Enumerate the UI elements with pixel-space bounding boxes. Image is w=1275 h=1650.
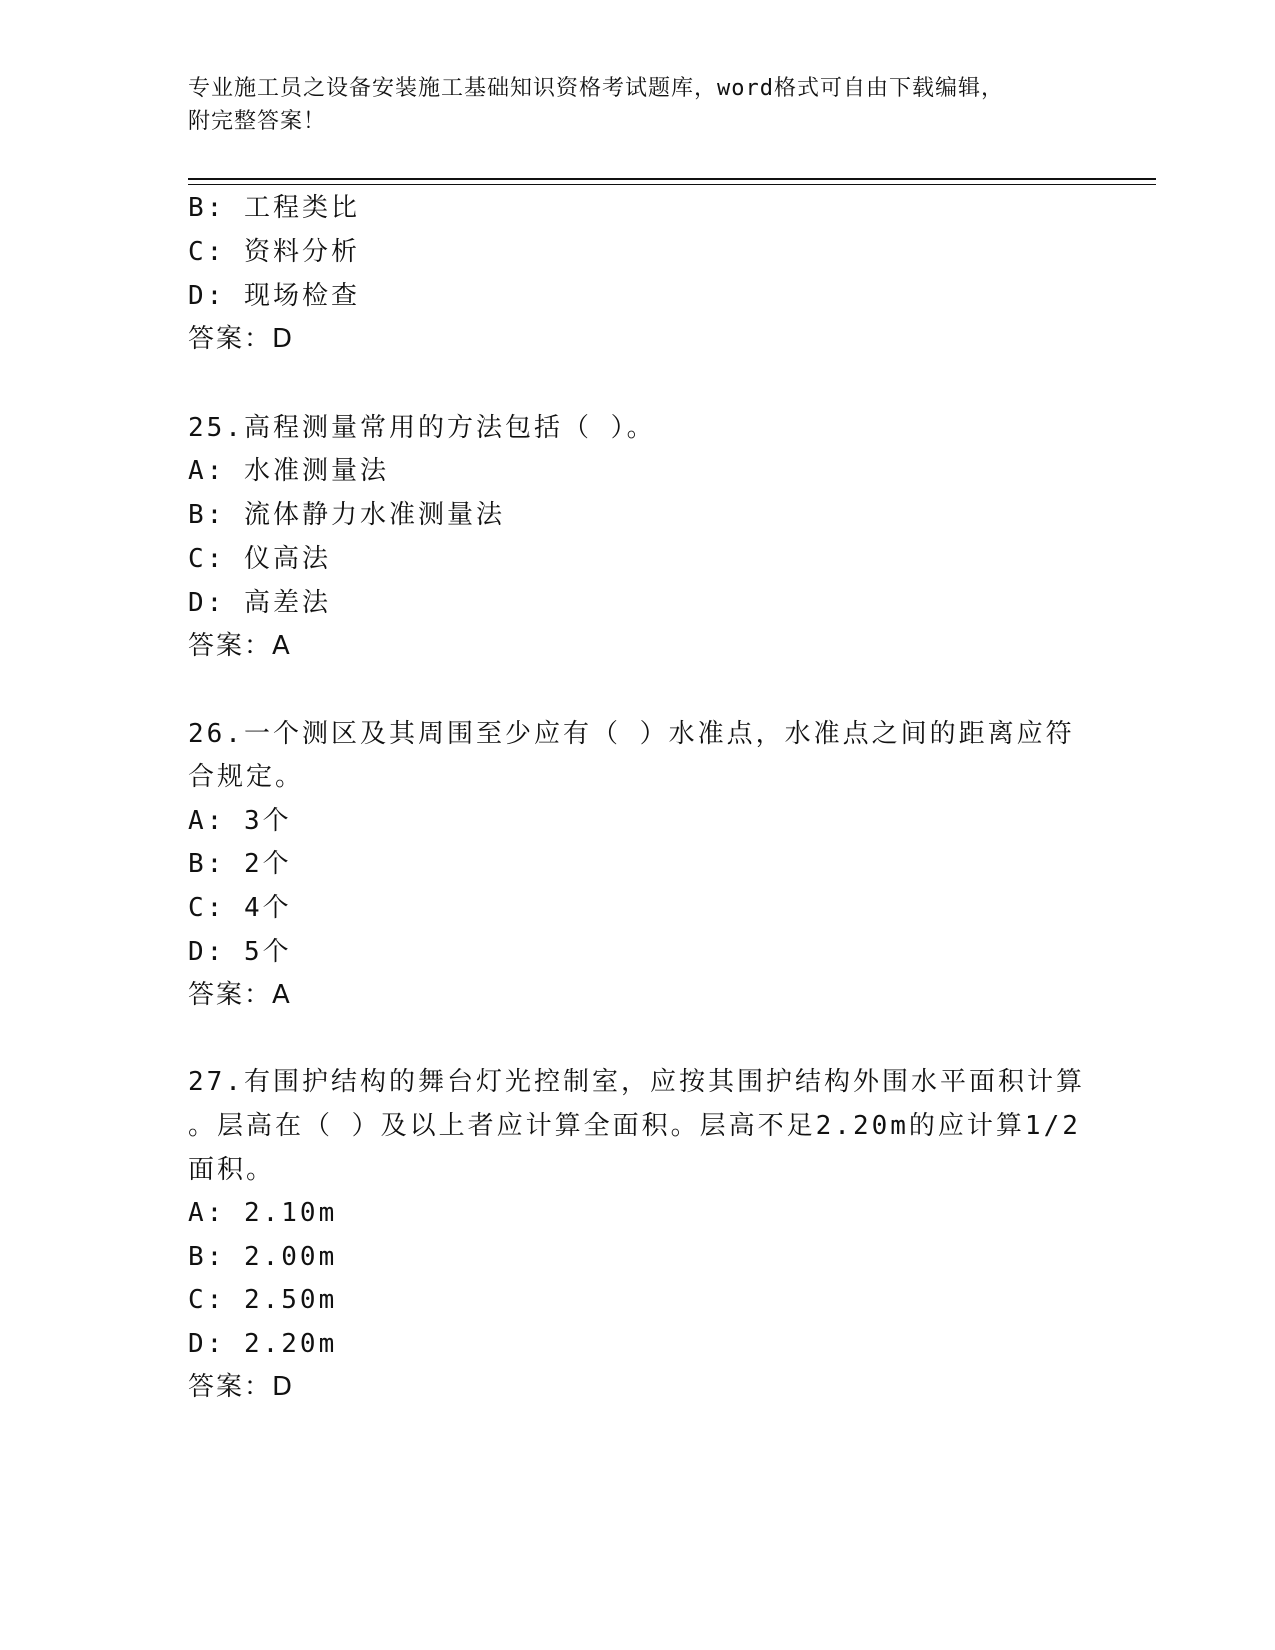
q26-option-c: C: 4个 — [188, 893, 292, 923]
q25-option-d: D: 高差法 — [188, 588, 331, 618]
header-line-1: 专业施工员之设备安装施工基础知识资格考试题库，word格式可自由下载编辑， — [188, 76, 1004, 101]
q25-option-b: B: 流体静力水准测量法 — [188, 500, 505, 530]
q24-option-b: B: 工程类比 — [188, 193, 360, 223]
q24-answer: 答案：D — [188, 324, 295, 354]
q26-option-a: A: 3个 — [188, 806, 292, 836]
q26-stem-line-2: 合规定。 — [188, 762, 305, 792]
q27-stem-line-1: 27.有围护结构的舞台灯光控制室，应按其围护结构外围水平面积计算 — [188, 1067, 1085, 1097]
q27-option-d: D: 2.20m — [188, 1329, 338, 1359]
q27-option-b: B: 2.00m — [188, 1242, 338, 1272]
q27-answer: 答案：D — [188, 1372, 295, 1402]
header-rule-thick — [188, 178, 1156, 180]
q27-option-c: C: 2.50m — [188, 1285, 338, 1315]
q24-option-d: D: 现场检查 — [188, 281, 360, 311]
q26-answer: 答案：A — [188, 980, 292, 1010]
q25-stem: 25.高程测量常用的方法包括（ ）。 — [188, 413, 656, 443]
q26-option-d: D: 5个 — [188, 937, 292, 967]
header-rule-thin — [188, 184, 1156, 185]
q25-answer: 答案：A — [188, 631, 292, 661]
q27-stem-line-2: 。层高在（ ）及以上者应计算全面积。层高不足2.20m的应计算1/2 — [188, 1111, 1081, 1141]
q25-option-a: A: 水准测量法 — [188, 456, 389, 486]
q24-option-c: C: 资料分析 — [188, 237, 360, 267]
header-line-2: 附完整答案！ — [188, 109, 327, 134]
q27-stem-line-3: 面积。 — [188, 1155, 276, 1185]
q27-option-a: A: 2.10m — [188, 1198, 338, 1228]
q25-option-c: C: 仪高法 — [188, 544, 331, 574]
q26-stem-line-1: 26.一个测区及其周围至少应有（ ）水准点，水准点之间的距离应符 — [188, 719, 1075, 749]
document-header — [188, 72, 1068, 138]
q26-option-b: B: 2个 — [188, 849, 292, 879]
